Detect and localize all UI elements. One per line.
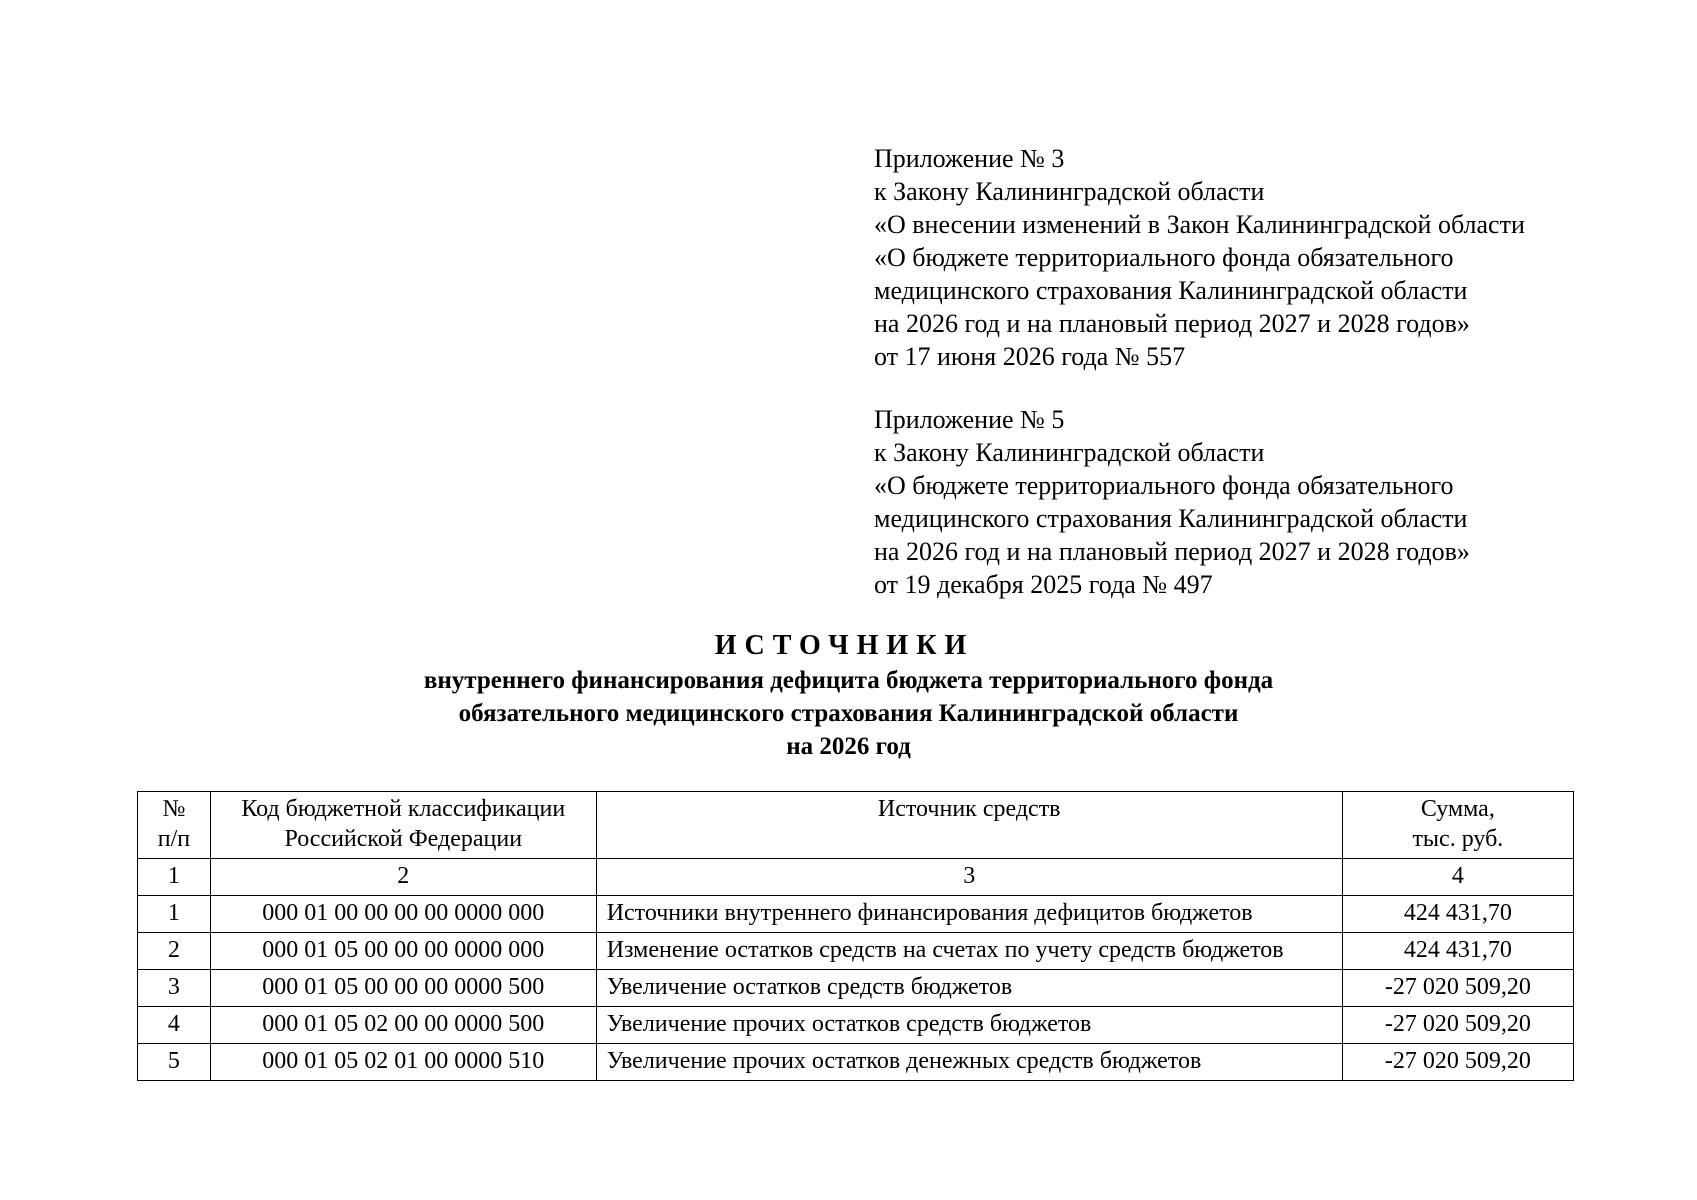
- table-row: [138, 933, 1574, 970]
- row-source: Источники внутреннего финансирования дефицитов бюджетов: [596, 896, 1342, 933]
- row-source: Увеличение прочих остатков денежных средств бюджетов: [596, 1044, 1342, 1081]
- header-code-line: Российской Федерации: [284, 826, 523, 852]
- row-number: 4: [138, 1007, 211, 1044]
- row-code: 000 01 05 00 00 00 0000 000: [210, 933, 596, 970]
- row-number: 3: [138, 970, 211, 1007]
- annex-line: «О бюджете территориального фонда обязательного: [874, 243, 1454, 272]
- document-title-block: [0, 628, 1697, 763]
- financing-sources-table: [137, 791, 1574, 1081]
- row-sum: 424 431,70: [1342, 896, 1573, 933]
- header-number-line: №: [162, 796, 186, 822]
- annex-line: на 2026 год и на плановый период 2027 и 2028 годов»: [874, 537, 1470, 566]
- header-number-line: п/п: [157, 826, 191, 852]
- document-title: ИСТОЧНИКИ: [714, 630, 975, 661]
- table-column-index-row: [138, 859, 1574, 896]
- table-row: [138, 1044, 1574, 1081]
- annex-line: «О бюджете территориального фонда обязательного: [874, 471, 1454, 500]
- annex-current-reference: [874, 142, 1674, 373]
- header-sum-line: Сумма,: [1420, 796, 1495, 822]
- row-source: Увеличение прочих остатков средств бюджетов: [596, 1007, 1342, 1044]
- row-code: 000 01 05 02 00 00 0000 500: [210, 1007, 596, 1044]
- column-index: 1: [138, 859, 211, 896]
- annex-line: медицинского страхования Калининградской области: [874, 276, 1468, 305]
- annex-line: от 17 июня 2026 года № 557: [874, 342, 1186, 371]
- annex-line: медицинского страхования Калининградской области: [874, 504, 1468, 533]
- document-subtitle-line: внутреннего финансирования дефицита бюджета территориального фонда: [423, 667, 1274, 694]
- row-source: Увеличение остатков средств бюджетов: [596, 970, 1342, 1007]
- annex-line: от 19 декабря 2025 года № 497: [874, 570, 1213, 599]
- table-row: [138, 970, 1574, 1007]
- row-code: 000 01 05 02 01 00 0000 510: [210, 1044, 596, 1081]
- header-source: [596, 792, 1342, 859]
- column-index: 4: [1342, 859, 1573, 896]
- annex-line: Приложение № 5: [874, 405, 1065, 434]
- row-number: 5: [138, 1044, 211, 1081]
- table-row: [138, 896, 1574, 933]
- annex-line: к Закону Калининградской области: [874, 177, 1265, 206]
- annex-line: «О внесении изменений в Закон Калининградской области: [874, 210, 1525, 239]
- header-sum: [1342, 792, 1573, 859]
- annex-line: Приложение № 3: [874, 144, 1065, 173]
- header-code-line: Код бюджетной классификации: [241, 796, 566, 822]
- table-header-row: [138, 792, 1574, 859]
- header-sum-line: тыс. руб.: [1412, 826, 1504, 852]
- annex-line: к Закону Калининградской области: [874, 438, 1265, 467]
- annex-original-reference: [874, 403, 1674, 601]
- header-source-line: Источник средств: [877, 796, 1061, 822]
- column-index: 2: [210, 859, 596, 896]
- annex-line: на 2026 год и на плановый период 2027 и 2028 годов»: [874, 309, 1470, 338]
- row-sum: 424 431,70: [1342, 933, 1573, 970]
- table-row: [138, 1007, 1574, 1044]
- header-number: [138, 792, 211, 859]
- row-code: 000 01 05 00 00 00 0000 500: [210, 970, 596, 1007]
- header-code: [210, 792, 596, 859]
- document-subtitle-line: на 2026 год: [786, 733, 911, 760]
- document-subtitle-line: обязательного медицинского страхования Калининградской области: [458, 700, 1239, 727]
- row-source: Изменение остатков средств на счетах по учету средств бюджетов: [596, 933, 1342, 970]
- row-number: 1: [138, 896, 211, 933]
- row-code: 000 01 00 00 00 00 0000 000: [210, 896, 596, 933]
- row-number: 2: [138, 933, 211, 970]
- column-index: 3: [596, 859, 1342, 896]
- row-sum: -27 020 509,20: [1342, 1007, 1573, 1044]
- row-sum: -27 020 509,20: [1342, 1044, 1573, 1081]
- row-sum: -27 020 509,20: [1342, 970, 1573, 1007]
